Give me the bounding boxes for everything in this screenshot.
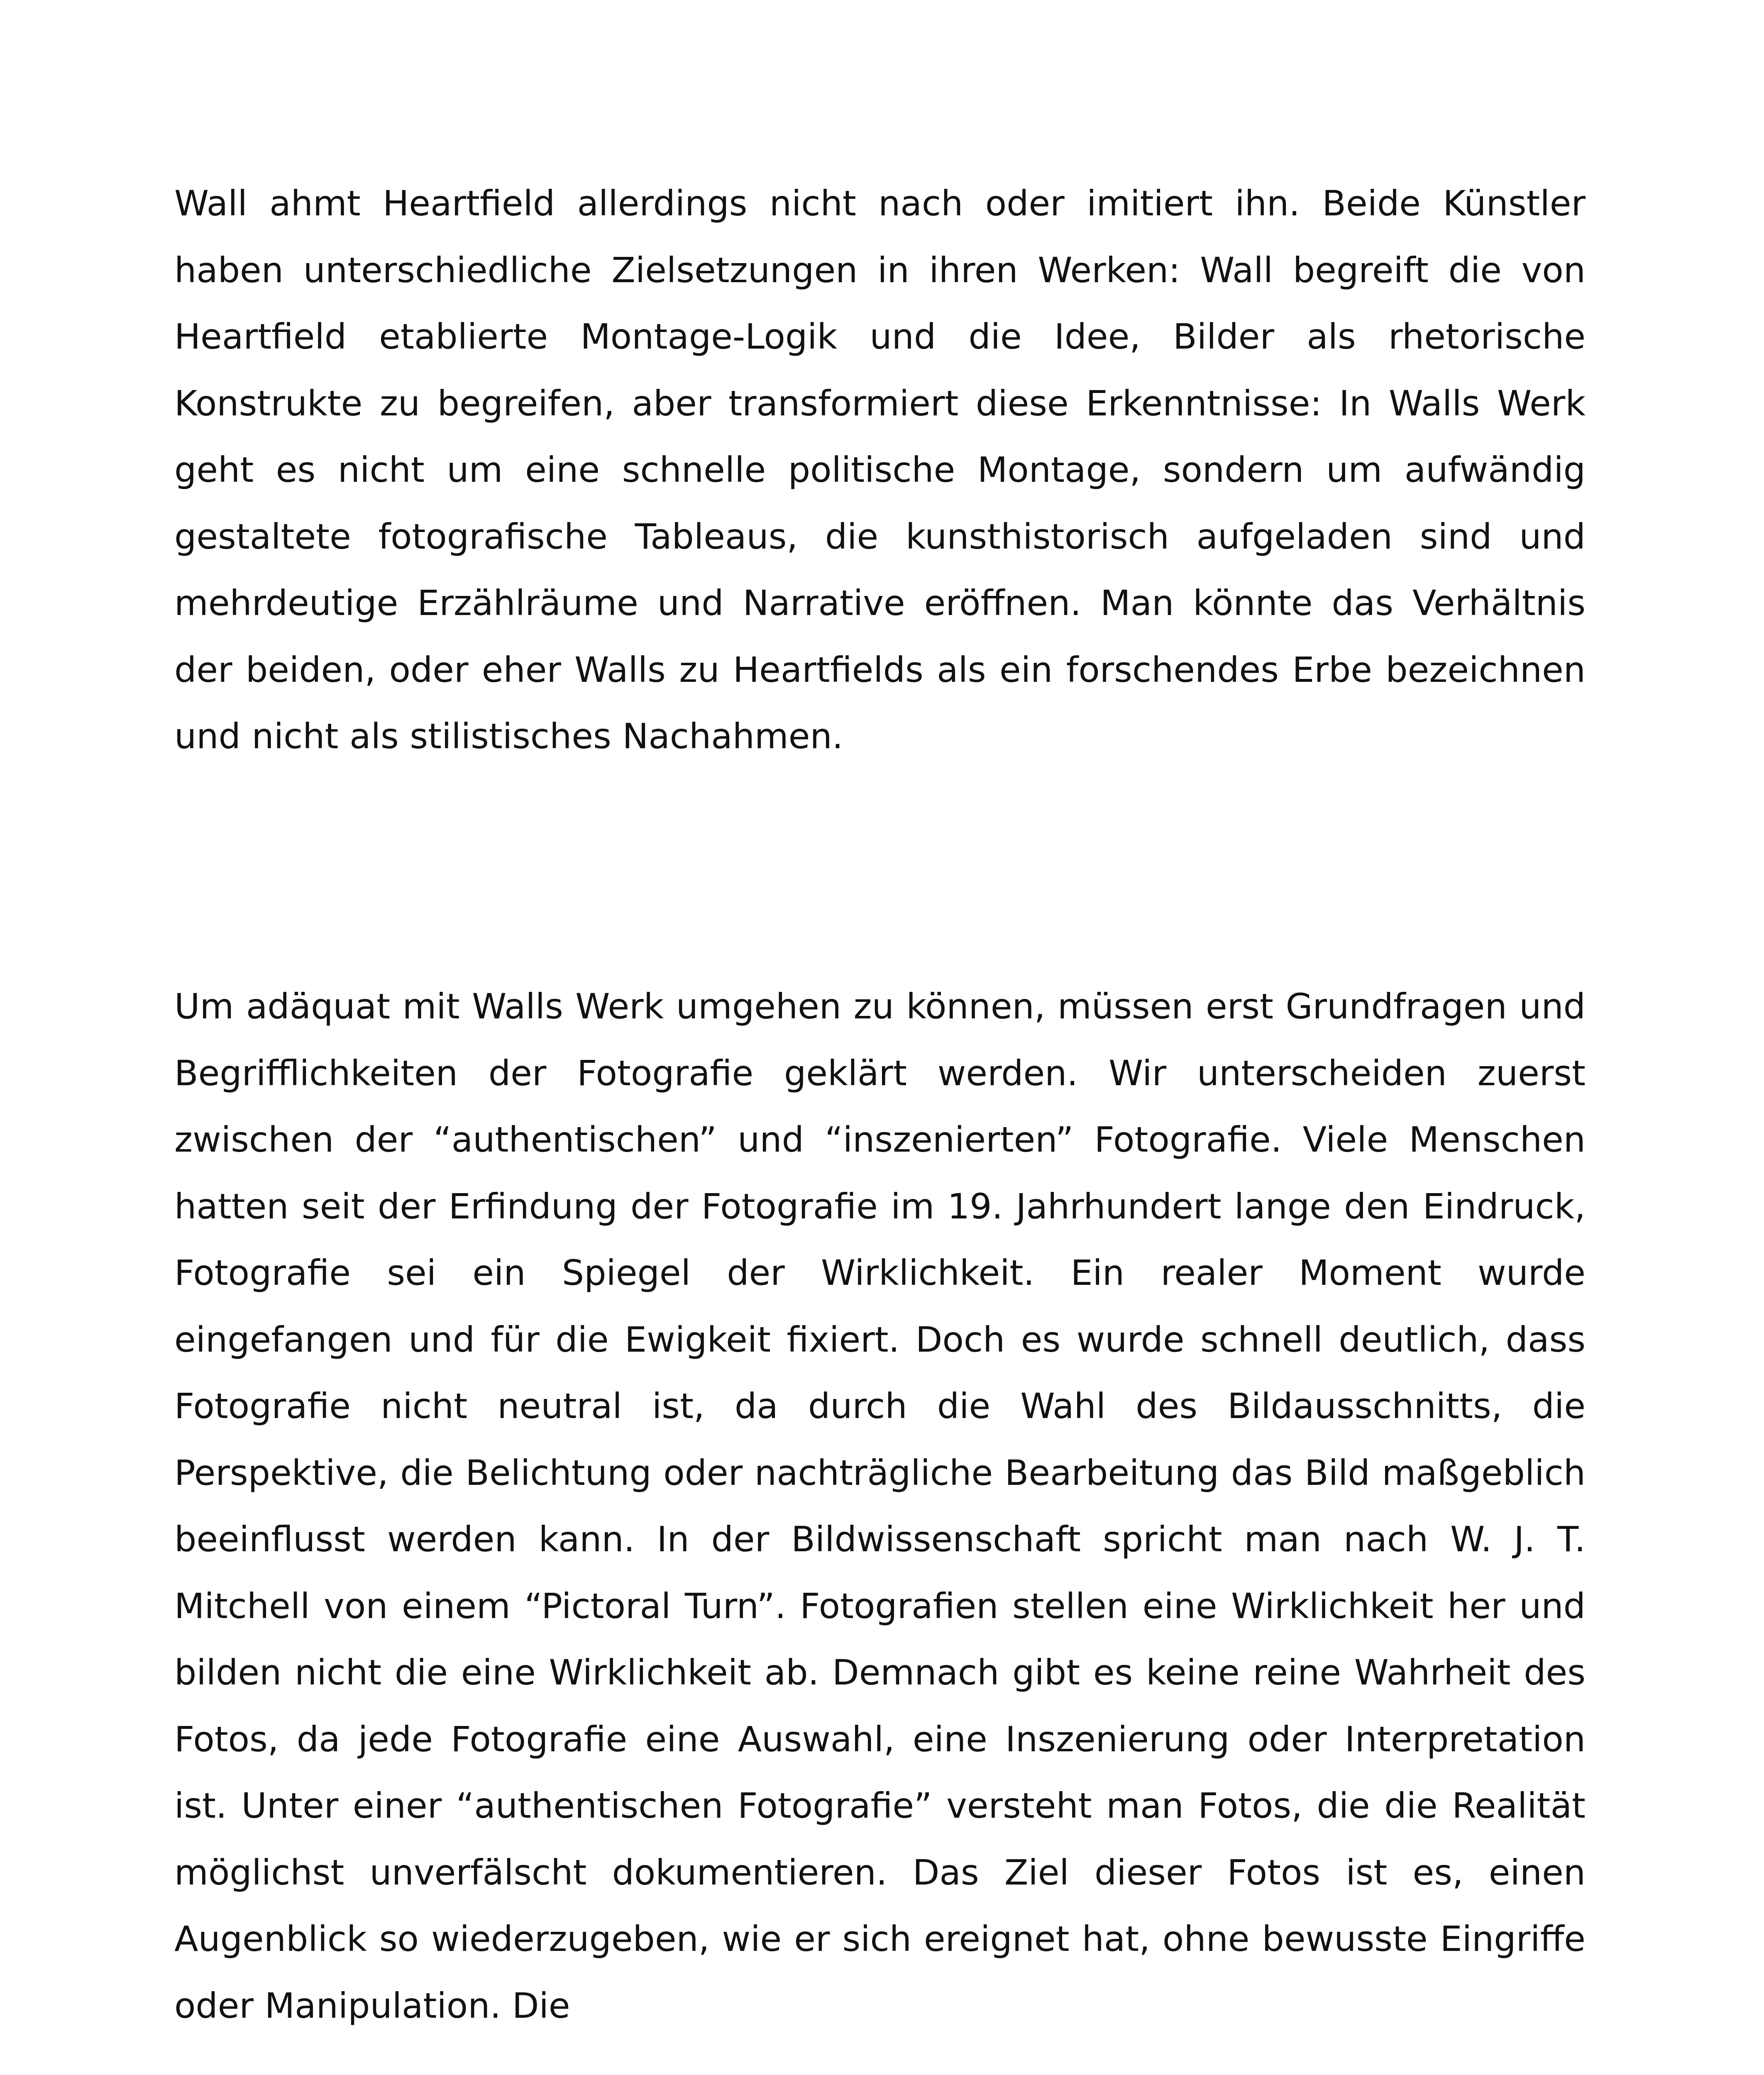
paragraph-heartfield-wall: Wall ahmt Heartfield allerdings nicht nach oder imitiert ihn. Beide Künstler haben unterschiedliche Zielsetzungen in ihren Werken: Wall begreift die von Heartfield etablierte Montage-Logik und die Idee, Bilder als rhetorische Konstrukte zu begreifen, aber transformiert diese Erkenntnisse: In Walls Werk geht es nicht um eine schnelle politische Montage, sondern um aufwändig gestaltete fotografische Tableaus, die kunsthistorisch aufgeladen sind und mehrdeutige Erzählräume und Narrative eröffnen. Man könnte das Verhältnis der beiden, oder eher Walls zu Heartfields als ein forschendes Erbe bezeichnen und nicht als stilistisches Nachahmen. [174,183,1586,757]
paragraph-photography-basics: Um adäquat mit Walls Werk umgehen zu können, müssen erst Grundfragen und Begrifflichkeiten der Fotografie geklärt werden. Wir unterscheiden zuerst zwischen der “authentischen” und “inszenierten” Fotografie. Viele Menschen hatten seit der Erfindung der Fotografie im 19. Jahrhundert lange den Eindruck, Fotografie sei ein Spiegel der Wirklichkeit. Ein realer Moment wurde eingefangen und für die Ewigkeit fixiert. Doch es wurde schnell deutlich, dass Fotografie nicht neutral ist, da durch die Wahl des Bildausschnitts, die Perspektive, die Belichtung oder nachträgliche Bearbeitung das Bild maßgeblich beeinflusst werden kann. In der Bildwissenschaft spricht man nach W. J. T. Mitchell von einem “Pictoral Turn”. Fotografien stellen eine Wirklichkeit her und bilden nicht die eine Wirklichkeit ab. Demnach gibt es keine reine Wahrheit des Fotos, da jede Fotografie eine Auswahl, eine Inszenierung oder Interpretation ist. Unter einer “authentischen Fotografie” versteht man Fotos, die die Realität möglichst unverfälscht dokumentieren. Das Ziel dieser Fotos ist es, einen Augenblick so wiederzugeben, wie er sich ereignet hat, ohne bewusste Eingriffe oder Manipulation. Die [174,986,1586,2026]
